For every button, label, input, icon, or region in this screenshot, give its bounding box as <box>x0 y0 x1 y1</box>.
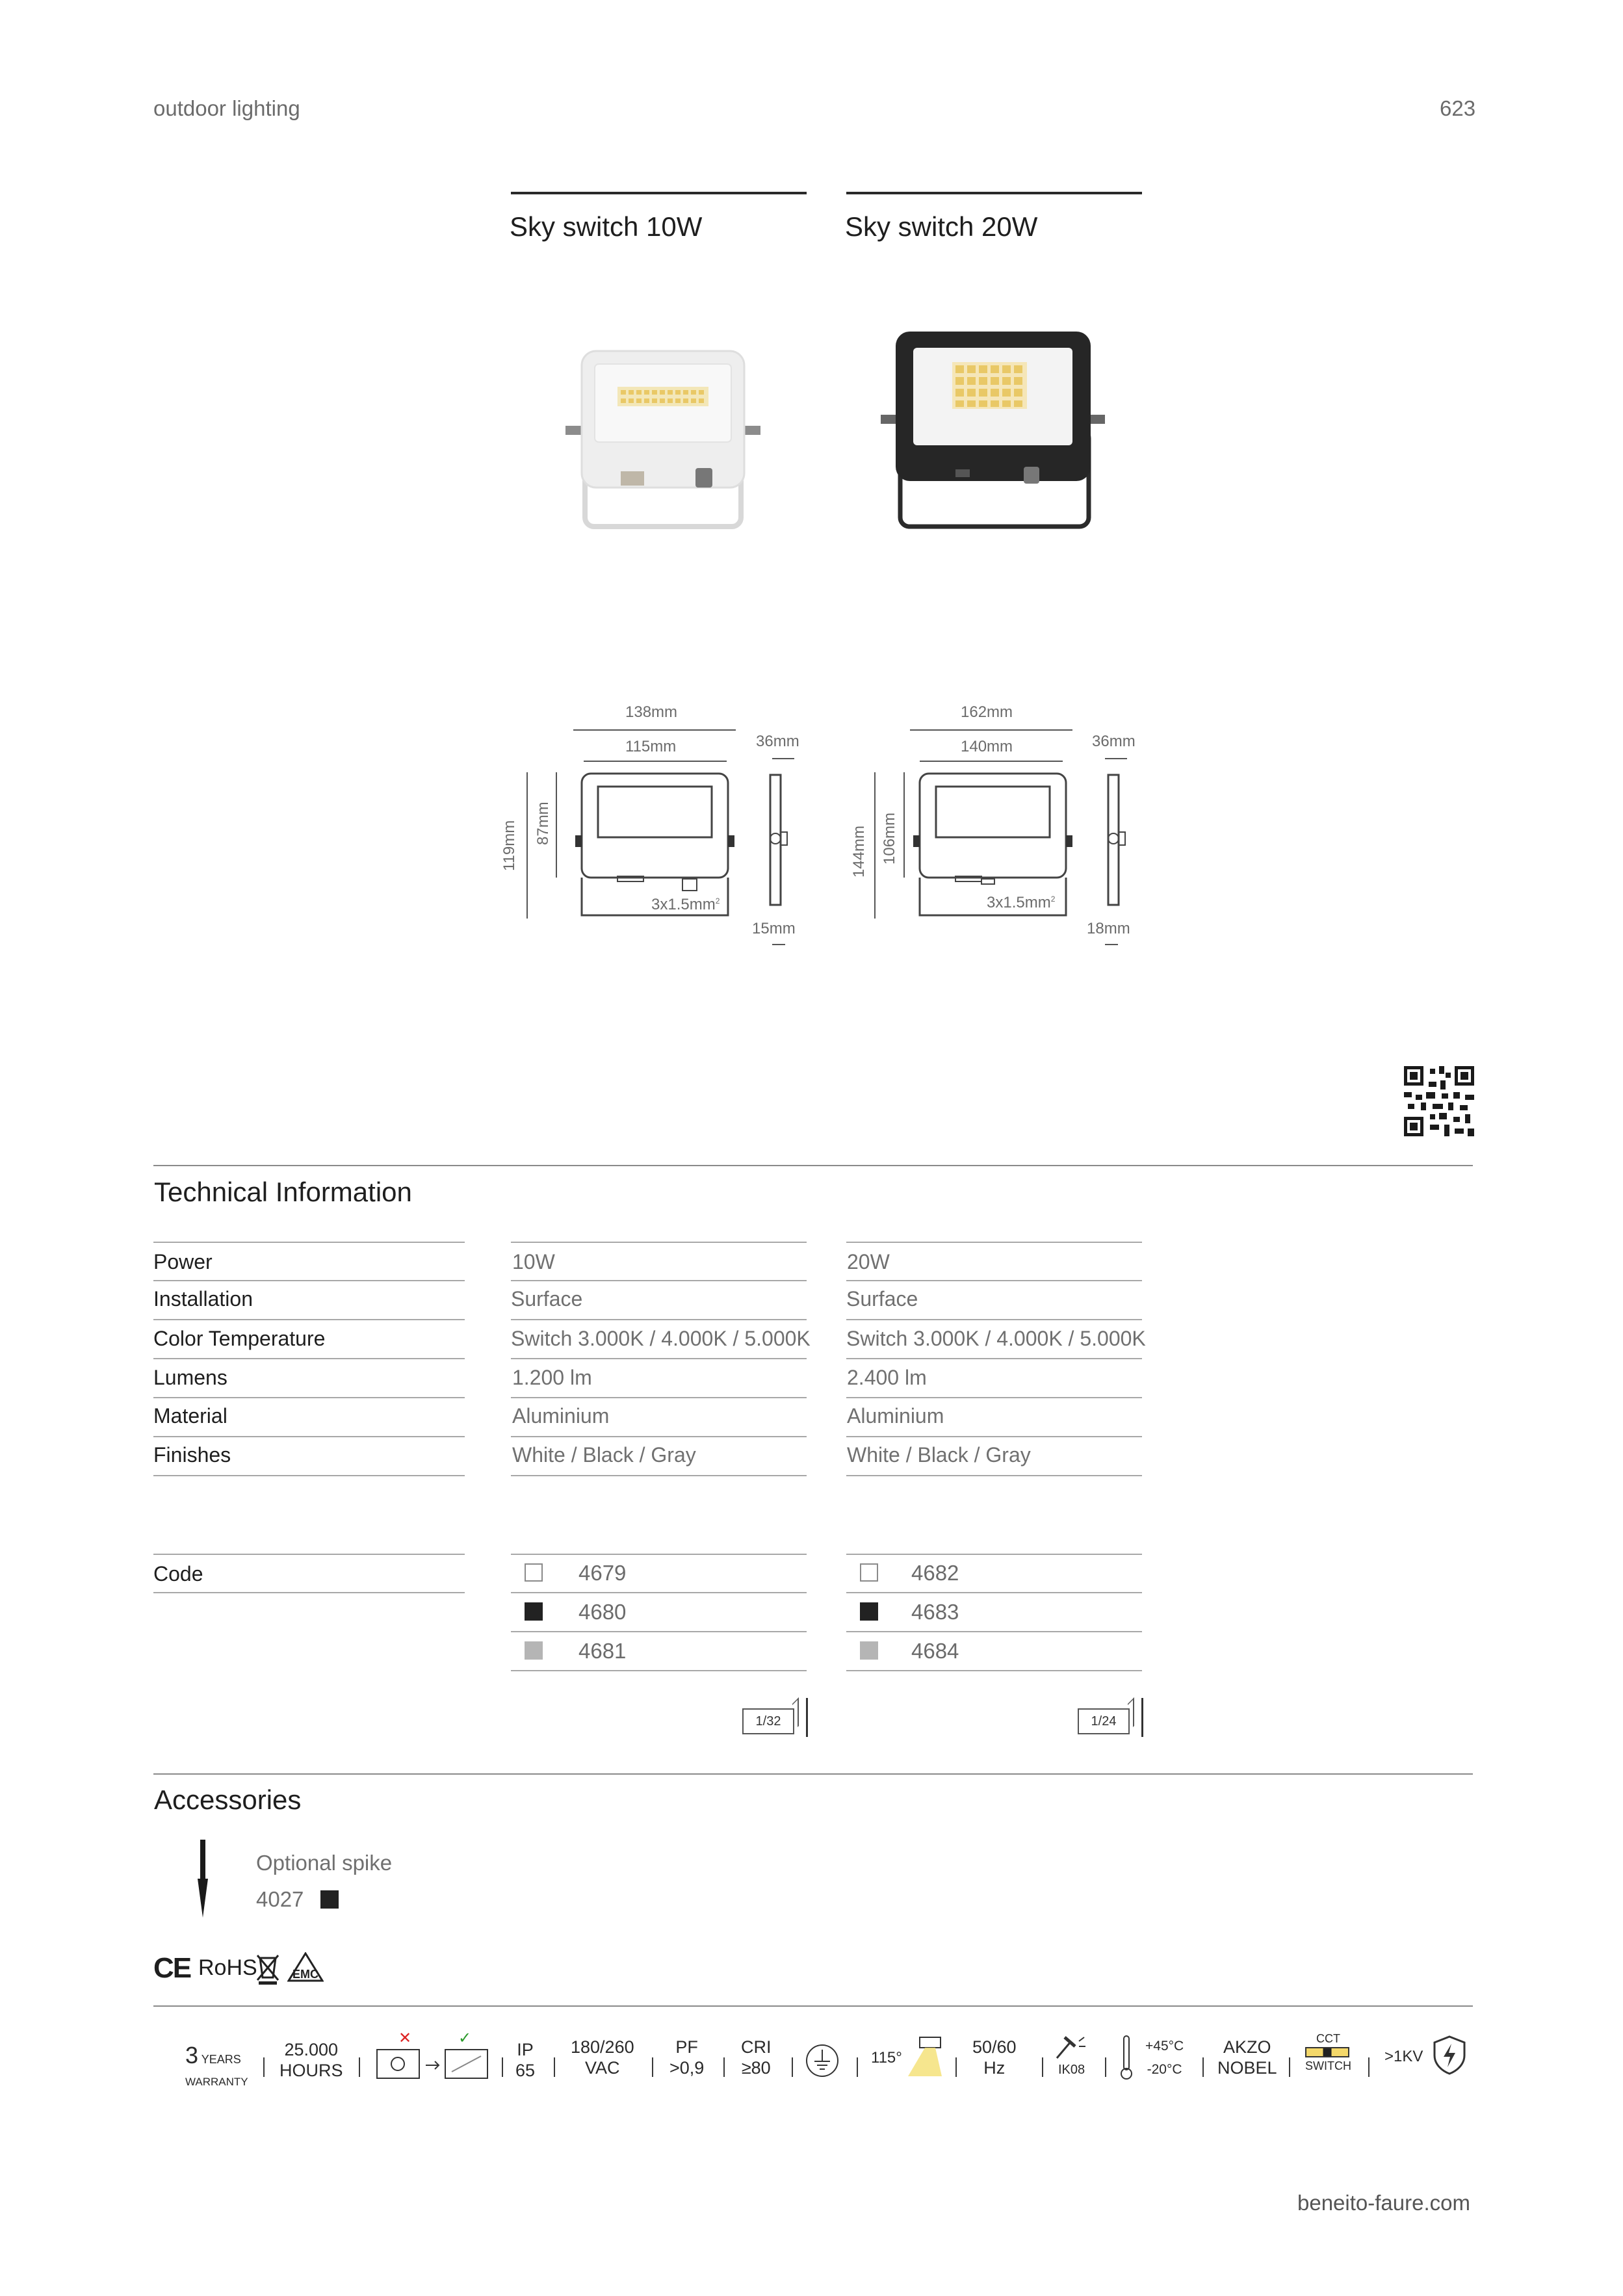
surge-shield-icon <box>1432 2035 1467 2075</box>
section-divider <box>153 1165 1473 1166</box>
swatch-black <box>320 1890 339 1909</box>
code-rule <box>846 1592 1142 1593</box>
code-value: 4680 <box>578 1600 627 1624</box>
dim-line <box>1105 758 1127 759</box>
section-divider <box>153 1773 1473 1775</box>
dim-line <box>1105 944 1118 945</box>
spec-table <box>153 1242 1473 1482</box>
replaceable-driver-icon <box>374 2031 491 2083</box>
dim-base: 15mm <box>752 920 796 937</box>
hours-badge: 25.000 HOURS <box>279 2040 343 2081</box>
dim-cable: $3x1.5mm^2$ <box>987 894 1056 911</box>
product-photo-20w <box>877 325 1111 533</box>
section-divider <box>153 2005 1473 2007</box>
swatch-gray <box>860 1641 878 1660</box>
spec-value: 2.400 lm <box>847 1366 927 1389</box>
page-number: 623 <box>1440 96 1476 120</box>
dim-line <box>584 761 727 762</box>
earth-ground-icon <box>805 2043 840 2078</box>
dim-line <box>920 761 1063 762</box>
dim-line <box>556 772 557 878</box>
spike-icon <box>195 1840 211 1918</box>
dim-depth: 36mm <box>1092 733 1136 750</box>
weee-bin-icon <box>255 1951 281 1985</box>
dim-line <box>910 729 1072 731</box>
code-value: 4684 <box>911 1639 959 1663</box>
code-rule <box>846 1670 1142 1671</box>
code-value: 4683 <box>911 1600 959 1624</box>
spec-value: Aluminium <box>512 1404 610 1428</box>
spec-label: Power <box>153 1250 213 1273</box>
accessories-title: Accessories <box>154 1784 302 1815</box>
pack-bar <box>1141 1698 1143 1737</box>
swatch-gray <box>525 1641 543 1660</box>
product-title-20w: Sky switch 20W <box>845 211 1038 242</box>
dim-body-width: 140mm <box>961 738 1013 755</box>
spec-value: 10W <box>512 1250 555 1273</box>
impact-hammer-icon <box>1054 2035 1087 2061</box>
spec-value: White / Black / Gray <box>512 1443 696 1467</box>
accessory-code: 4027 <box>256 1887 304 1911</box>
code-rule <box>511 1554 807 1555</box>
pack-bar <box>806 1698 808 1737</box>
beam-angle-icon <box>905 2035 944 2080</box>
code-rule <box>846 1554 1142 1555</box>
thermometer-icon <box>1119 2035 1134 2080</box>
product-title-10w: Sky switch 10W <box>510 211 703 242</box>
svg-text:✕: ✕ <box>398 2031 412 2047</box>
product-rule <box>846 192 1142 194</box>
swatch-black <box>860 1602 878 1621</box>
spec-value: Surface <box>846 1287 918 1311</box>
accessory-name: Optional spike <box>256 1851 393 1875</box>
website-link[interactable]: beneito-faure.com <box>1297 2191 1470 2215</box>
cct-switch-badge: CCT SWITCH <box>1305 2032 1351 2072</box>
temperature-range: +45°C -20°C <box>1145 2039 1184 2077</box>
dim-base: 18mm <box>1087 920 1130 937</box>
dim-overall-height: 119mm <box>500 820 518 871</box>
spec-label: Installation <box>153 1287 253 1311</box>
code-rule <box>511 1670 807 1671</box>
voltage-badge: 180/260 VAC <box>571 2037 634 2078</box>
code-rule <box>846 1631 1142 1632</box>
ce-mark: CE <box>153 1952 191 1984</box>
swatch-black <box>525 1602 543 1621</box>
dim-overall-width: 162mm <box>961 703 1013 721</box>
technical-title: Technical Information <box>154 1177 412 1207</box>
spec-value: Switch 3.000K / 4.000K / 5.000K <box>511 1327 811 1350</box>
spec-label: Material <box>153 1404 227 1428</box>
spec-label: Color Temperature <box>153 1327 326 1350</box>
dim-line <box>772 944 785 945</box>
warranty-badge: 3 YEARS WARRANTY <box>185 2042 248 2089</box>
code-value: 4679 <box>578 1561 627 1585</box>
code-rule <box>511 1592 807 1593</box>
dim-body-height: 106mm <box>881 812 898 865</box>
ip-rating: IP 65 <box>515 2040 536 2081</box>
dim-overall-width: 138mm <box>625 703 678 721</box>
swatch-white <box>525 1563 543 1582</box>
spec-value: Surface <box>511 1287 583 1311</box>
cri-badge: CRI ≥80 <box>741 2037 772 2078</box>
code-rule <box>153 1592 465 1593</box>
spec-label: Lumens <box>153 1366 227 1389</box>
packaging-badge: 1/32 <box>742 1708 794 1734</box>
dim-body-width: 115mm <box>625 738 677 755</box>
dim-cable: $3x1.5mm^2$ <box>651 896 720 913</box>
code-value: 4681 <box>578 1639 627 1663</box>
dim-body-height: 87mm <box>534 802 552 845</box>
rohs-mark: RoHS <box>198 1955 257 1980</box>
dim-depth: 36mm <box>756 733 799 750</box>
code-label: Code <box>153 1562 203 1585</box>
dim-line <box>772 758 794 759</box>
spec-value: White / Black / Gray <box>847 1443 1031 1467</box>
swatch-white <box>860 1563 878 1582</box>
dim-line <box>874 772 876 919</box>
akzo-nobel-badge: AKZO NOBEL <box>1217 2037 1277 2078</box>
spec-value: 20W <box>847 1250 890 1273</box>
emc-icon <box>287 1952 324 1982</box>
spec-value: 1.200 lm <box>512 1366 592 1389</box>
code-value: 4682 <box>911 1561 959 1585</box>
section-title: outdoor lighting <box>153 96 300 120</box>
packaging-badge: 1/24 <box>1078 1708 1130 1734</box>
frequency-badge: 50/60 Hz <box>972 2037 1017 2078</box>
qr-code[interactable] <box>1404 1066 1474 1136</box>
code-rule <box>153 1554 465 1555</box>
dim-line <box>573 729 736 731</box>
product-rule <box>511 192 807 194</box>
beam-angle: 115° <box>871 2049 902 2067</box>
dim-overall-height: 144mm <box>850 825 868 878</box>
dim-line <box>903 772 905 878</box>
code-rule <box>511 1631 807 1632</box>
emc-label: EMC <box>292 1968 318 1981</box>
spec-label: Finishes <box>153 1443 231 1467</box>
spec-value: Switch 3.000K / 4.000K / 5.000K <box>846 1327 1146 1350</box>
svg-text:✓: ✓ <box>458 2031 472 2047</box>
surge-protection: >1KV <box>1384 2048 1423 2065</box>
ik-rating: IK08 <box>1058 2063 1085 2077</box>
power-factor-badge: PF >0,9 <box>669 2037 705 2078</box>
dim-line <box>526 772 528 919</box>
spec-value: Aluminium <box>847 1404 944 1428</box>
product-photo-10w <box>559 338 767 533</box>
